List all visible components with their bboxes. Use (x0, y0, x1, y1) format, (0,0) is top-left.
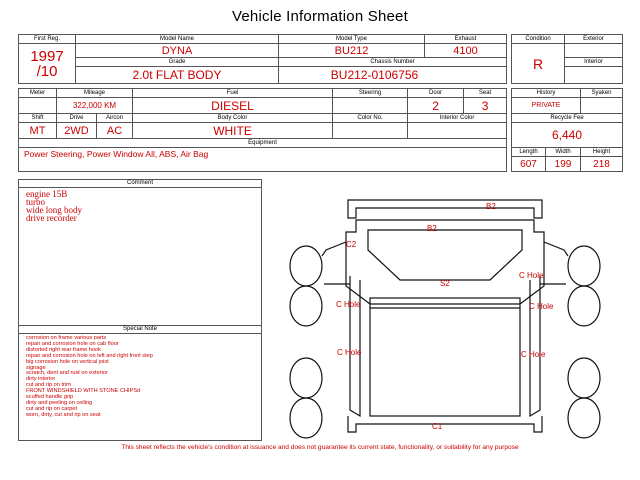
comment-line: wide long body (26, 205, 82, 215)
damage-mark: C Hole (337, 348, 362, 357)
page-title: Vehicle Information Sheet (232, 8, 408, 25)
width-label: Width (546, 148, 581, 157)
equipment-label: Equipment (19, 139, 507, 148)
first-reg-month: /10 (36, 62, 58, 80)
width-value: 199 (546, 157, 581, 172)
special-note-line: repair and corrosion hole on left and right front step (26, 352, 153, 359)
model-name-label: Model Name (76, 35, 279, 44)
steering-value (333, 98, 408, 114)
length-value: 607 (512, 157, 546, 172)
condition-value: R (512, 44, 565, 84)
body-color-value: WHITE (133, 123, 333, 139)
interior-value (565, 67, 623, 84)
left-wheel-4 (290, 398, 322, 438)
damage-mark: B2 (486, 202, 496, 211)
first-reg-value (19, 44, 76, 84)
right-rail (530, 276, 540, 416)
grade-label: Grade (76, 58, 279, 67)
windshield-outline (368, 230, 522, 280)
model-type-label: Model Type (279, 35, 425, 44)
special-note-line: big corrosion hole on vertical joist (26, 358, 109, 365)
special-note-line: cut and rip on carpet (26, 405, 77, 412)
exhaust-value: 4100 (425, 44, 507, 58)
comment-line: drive recorder (26, 213, 77, 223)
special-note-line: scratch, dent and rust on exterior (26, 370, 108, 377)
comment-list (19, 188, 261, 222)
comment-box (18, 179, 262, 326)
chassis-number-label: Chassis Number (279, 58, 507, 67)
meter-label: Meter (19, 89, 57, 98)
special-note-label: Special Note (19, 326, 261, 334)
truck-diagram (280, 180, 610, 442)
shift-value: MT (19, 123, 57, 139)
comment-line: engine 15B (26, 189, 68, 199)
special-note-line: corrosion on frame various parts (26, 335, 107, 341)
left-wheel-2 (290, 286, 322, 326)
door-label: Door (408, 89, 464, 98)
condition-label: Condition (512, 35, 565, 44)
first-reg-year: 1997 (30, 47, 64, 65)
meter-value (19, 98, 57, 114)
door-value: 2 (408, 98, 464, 114)
exterior-label: Exterior (565, 35, 623, 44)
aircon-value: AC (97, 123, 133, 139)
shift-label: Shift (19, 114, 57, 123)
damage-mark: B2 (427, 224, 437, 233)
recycle-fee-value: 6,440 (512, 123, 623, 148)
fuel-label: Fuel (133, 89, 333, 98)
front-left-wheel (290, 246, 322, 286)
steering-label: Steering (333, 89, 408, 98)
cab-outline (346, 220, 544, 304)
front-right-wheel (568, 246, 600, 286)
comment-line: turbo (26, 197, 45, 207)
history-value: PRIVATE (512, 98, 581, 114)
first-reg-label: First Reg. (19, 35, 76, 44)
syaken-label: Syaken (581, 89, 623, 98)
specs-table (18, 88, 507, 172)
interior-color-label: Interior Color (408, 114, 507, 123)
body-color-label: Body Color (133, 114, 333, 123)
damage-mark: S2 (440, 279, 450, 288)
special-note-box (18, 325, 262, 441)
disclaimer-footer: This sheet reflects the vehicle's condition at issuance and does not guarantee its current state, functionality, or suitability for any purpose (121, 444, 519, 451)
special-note-line: worn, dirty, cut and rip on seat (26, 411, 101, 418)
interior-label: Interior (565, 58, 623, 67)
damage-mark: C Hole (519, 271, 544, 280)
special-note-line: cut and rip on trim (26, 382, 71, 389)
chassis-number-value: BU212-0106756 (279, 67, 507, 84)
color-no-label: Color No. (333, 114, 408, 123)
special-note-line: dirty and peeling on ceiling (26, 399, 93, 406)
right-wheel-3 (568, 358, 600, 398)
length-label: Length (512, 148, 546, 157)
damage-mark: C Hole (336, 300, 361, 309)
height-value: 218 (581, 157, 623, 172)
front-bumper-outline (348, 200, 542, 218)
special-note-line: scuffed handle grip (26, 394, 74, 401)
special-note-line: signage (26, 364, 46, 371)
left-wheel-3 (290, 358, 322, 398)
mileage-value: 322,000 KM (57, 98, 133, 114)
left-mirror (322, 242, 346, 256)
damage-mark: C2 (346, 240, 357, 249)
right-wheel-4 (568, 398, 600, 438)
height-label: Height (581, 148, 623, 157)
mileage-label: Mileage (57, 89, 133, 98)
special-note-line: repair and corrosion hole on cab floor (26, 340, 119, 347)
condition-table (511, 34, 623, 84)
grade-value: 2.0t FLAT BODY (76, 67, 279, 84)
recycle-fee-label: Recycle Fee (512, 114, 623, 123)
interior-color-value (408, 123, 507, 139)
special-note-list (19, 334, 261, 419)
model-type-value: BU212 (279, 44, 425, 58)
right-mirror (544, 242, 568, 256)
equipment-value: Power Steering, Power Window All, ABS, Air Bag (19, 148, 507, 172)
model-name-value: DYNA (76, 44, 279, 58)
comment-label: Comment (19, 180, 261, 188)
color-no-value (333, 123, 408, 139)
damage-mark: C Hole (529, 302, 554, 311)
truck-bed-outline (370, 298, 520, 416)
seat-value: 3 (464, 98, 507, 114)
left-rail (350, 276, 360, 416)
exterior-value (565, 44, 623, 58)
special-note-line: FRONT WINDSHIELD WITH STONE CHIPSd (26, 388, 141, 395)
drive-label: Drive (57, 114, 97, 123)
syaken-value (581, 98, 623, 114)
special-note-line: dirty interior (26, 376, 56, 383)
aircon-label: Aircon (97, 114, 133, 123)
seat-label: Seat (464, 89, 507, 98)
special-note-line: distorted right rear frame hook (26, 346, 101, 353)
exhaust-label: Exhaust (425, 35, 507, 44)
rear-bumper-outline (348, 416, 542, 432)
drive-value: 2WD (57, 123, 97, 139)
vehicle-info-table (18, 34, 507, 84)
history-table (511, 88, 623, 172)
damage-mark: C Hole (521, 350, 546, 359)
right-wheel-2 (568, 286, 600, 326)
damage-mark: C1 (432, 422, 443, 431)
fuel-value: DIESEL (133, 98, 333, 114)
history-label: History (512, 89, 581, 98)
